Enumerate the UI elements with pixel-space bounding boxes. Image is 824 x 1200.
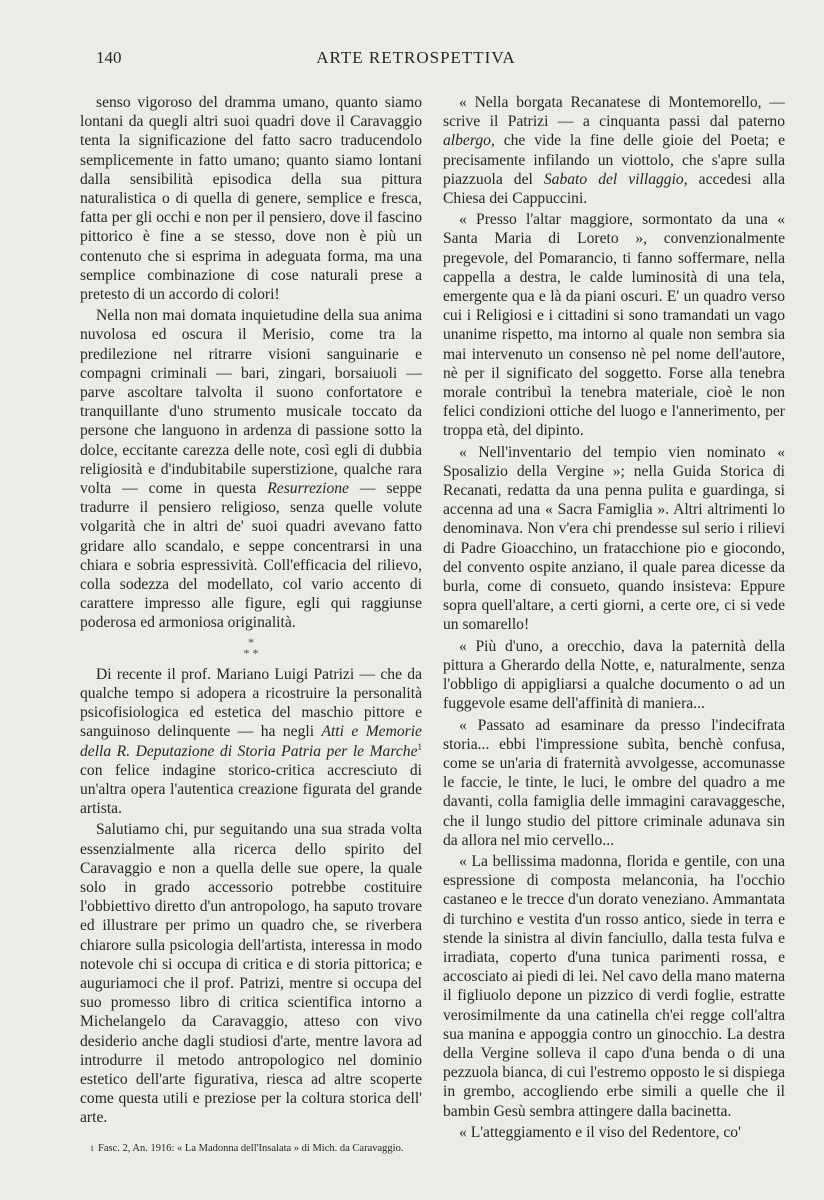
italic-title: Atti e Memorie della R. Deputazione di Storia Patria per le Marche xyxy=(80,723,422,760)
footnote-reference[interactable]: 1 xyxy=(417,741,422,752)
paragraph: Di recente il prof. Mariano Luigi Patrizi — che da qualche tempo si adopera a ricostruire la personalità psicofisiologica ed estetica del maschio pittore e sanguinoso delinquente — ha negli Atti e Memorie della R. Deputazione di Storia Patria per le Marche$^1$ con felice indagine storico-critica accresciuto di un'altra opera l'autentica creazione figurata del grande artista. xyxy=(80,665,422,818)
right-column xyxy=(443,93,785,1142)
running-title: ARTE RETROSPETTIVA xyxy=(316,48,516,67)
italic-title: Sabato del villaggio xyxy=(543,170,684,188)
section-asterism: * * * xyxy=(243,634,259,660)
paragraph: « Più d'uno, a orecchio, dava la paternità della pittura a Gherardo della Notte, e, naturalmente, senza l'obbligo di appigliarsi a qualche documento o ad un fuggevole esame dell'affinità di maniera... xyxy=(443,637,785,713)
running-header xyxy=(80,48,752,72)
paragraph: « Presso l'altar maggiore, sormontato da una « Santa Maria di Loreto », convenzionalmente pregevole, del Pomarancio, ti fanno soffermare, nella cappella a destra, le calde luminosità di una tela, emergente qua e là da piani oscuri. E' un quadro verso cui i Religiosi e i cittadini si sono tramandati un vago unanime rispetto, ma intorno al quale non sembra sia mai intervenuto un consenso nè pel nome dell'autore, nè per il significato del soggetto. Forse alla tenebra morale contribuì la tenebra materiale, cioè le non felici condizioni ottiche del luogo e l'annerimento, per troppa età, del dipinto. xyxy=(443,211,785,440)
footnote: 1 Fasc. 2, An. 1916: « La Madonna dell'Insalata » di Mich. da Caravaggio. xyxy=(90,1142,404,1154)
paragraph: senso vigoroso del dramma umano, quanto siamo lontani da quegli altri suoi quadri dove il Caravaggio tenta la significazione del fatto sacro traducendolo semplicemente in fatto umano; quanto siamo lontani dalla sensibilità episodica della sua pittura naturalistica o di quella di genere, semplice e fresca, fatta per gli occhi e non per il pensiero, dove il fascino pittorico è fine a se stesso, dove non è più un contenuto che si esprima in adeguata forma, ma una semplice combinazione di cose naturali prese a pretesto di un accordo di colori! xyxy=(80,94,422,304)
paragraph: Salutiamo chi, pur seguitando una sua strada volta essenzialmente alla ricerca dello spirito del Caravaggio e non a quella delle sue opere, la quale solo in grado accessorio potrebbe costituire l'obbiettivo diretto d'un antropologo, ha saputo trovare ed illustrare per primo un quadro che, se riverbera chiarore sulla psicologia dell'artista, interessa in modo notevole chi si occupa di critica e di storia pittorica; e auguriamoci che il prof. Patrizi, mentre si occupa del suo promesso libro di critica scientifica intorno a Michelangelo da Caravaggio, atteso con vivo desiderio anche dagli studiosi d'arte, mentre lavora ad introdurre il metodo antropologico nel dominio estetico dell'arte figurativa, riesca ad altre scoperte come questa utili e preziose per la coltura storica dell' arte. xyxy=(80,821,422,1127)
paragraph: « Passato ad esaminare da presso l'indecifrata storia... ebbi l'impressione subìta, benchè confusa, come se un'aria di fraternità avvolgesse, accomunasse le faccie, le tinte, le luci, le ombre del quadro a me davanti, colla famiglia delle immagini caravaggesche, che il lungo studio del pittore criminale adunava sin da allora nel mio cervello... xyxy=(443,716,785,849)
paragraph: « Nella borgata Recanatese di Montemorello, — scrive il Patrizi — a cinquanta passi dal paterno albergo, che vide la fine delle gioie del Poeta; e precisamente infilando un viottolo, che s'apre sulla piazzuola del Sabato del villaggio, accedesi alla Chiesa dei Cappuccini. xyxy=(443,94,786,208)
paragraph: « Nell'inventario del tempio vien nominato « Sposalizio della Vergine »; nella Guida Storica di Recanati, redatta da una penna pulita e guardinga, si accenna ad una « Sacra Famiglia ». Altri altrimenti lo denominava. Non v'era chi prendesse sul serio i rilievi di Padre Gioacchino, un fratacchione pio e giocondo, del convento ospite anziano, il quale parea dicesse da burla, come di consueto, quando insisteva: Eppure sopra quell'altare, a certi giorni, a certe ore, ci si vede un somarello! xyxy=(443,443,785,634)
paragraph: « La bellissima madonna, florida e gentile, con una espressione di composta melanconia, ha l'occhio castaneo e le trecce d'un dorato veneziano. Ammantata di turchino e vestita d'un rosso antico, siede in terra e stende la sinistra al divin fanciullo, dalla testa fulva e irradiata, coperto d'una tunica parimenti rossa, e accosciato ai piedi di lei. Nel cavo della mano materna il figliuolo depone un pizzico di verdi foglie, estratte verosimilmente da una catinella ch'ei regge coll'altra sua manina e appoggia contro un ginocchio. La destra della Vergine solleva il capo d'una benda o di una pezzuola bianca, di cui l'estremo opposto le si dispiega in grembo, accogliendo erbe simili a quelle che il bambin Gesù sembra attingere dalla bacinetta. xyxy=(443,852,785,1120)
left-column xyxy=(80,93,422,1155)
paragraph: Nella non mai domata inquietudine della sua anima nuvolosa ed oscura il Merisio, come tra la predilezione nel ritrarre visioni sanguinarie e compagni criminali — bari, zingari, borsaiuoli — parve ascoltare talvolta il suono confortatore e tranquillante d'uno strumento musicale toccato da persone che languono in ardenza di passione sotto la dolce, eccitante carezza delle note, così egli di dubbia religiosità e d'indubitabile superstizione, qualche rara volta — come in questa Resurrezione — seppe tradurre il pensiero religioso, senza quelle volute volgarità che in altri de' suoi quadri avevano fatto gridare allo scandalo, e seppe concentrarsi in una chiara e sobria espressività. Coll'efficacia del rilievo, colla sodezza del modellato, col vario accento di carattere impresso alle figure, egli qui raggiunse poderosa ed armoniosa originalità. xyxy=(80,307,422,632)
italic-title: Resurrezione xyxy=(267,480,349,498)
italic-term: albergo xyxy=(443,132,491,150)
page-number: 140 xyxy=(96,48,122,67)
paragraph: « L'atteggiamento e il viso del Redentore, co' xyxy=(459,1123,741,1141)
